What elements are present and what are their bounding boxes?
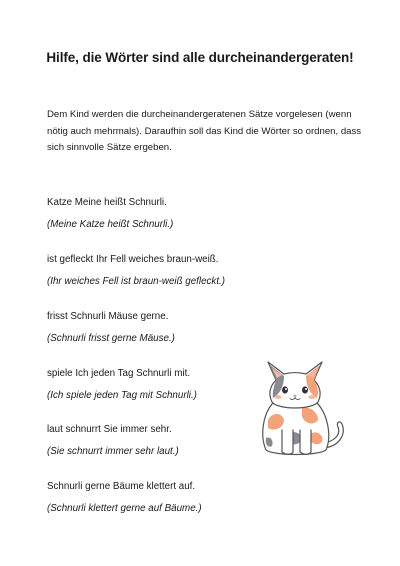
page-title: Hilfe, die Wörter sind alle durcheinandergeraten! [46,50,354,65]
scrambled-sentence: laut schnurrt Sie immer sehr. [47,424,172,435]
exercise-item [47,368,197,401]
solution-sentence: (Ihr weiches Fell ist braun-weiß gefleckt.) [47,276,226,287]
instructions-paragraph: Dem Kind werden die durcheinandergeratenen Sätze vorgelesen (wenn nötig auch mehrmals). Daraufhin soll das Kind die Wörter so ordnen, dass sich sinnvolle Sätze ergeben. [47,109,362,153]
solution-sentence: (Ich spiele jeden Tag mit Schnurli.) [47,390,197,401]
scrambled-sentence: Katze Meine heißt Schnurli. [47,197,167,208]
scrambled-sentence: ist gefleckt Ihr Fell weiches braun-weiß. [47,254,219,265]
exercise-item [47,254,225,287]
solution-sentence: (Schnurli frisst gerne Mäuse.) [47,333,175,344]
solution-sentence: (Schnurli klettert gerne auf Bäume.) [47,503,202,514]
scrambled-sentence: spiele Ich jeden Tag Schnurli mit. [47,368,191,379]
scrambled-sentence: frisst Schnurli Mäuse gerne. [47,311,169,322]
exercise-item [47,197,173,230]
exercise-item [47,481,202,514]
scrambled-sentence: Schnurli gerne Bäume klettert auf. [47,481,196,492]
calico-cat-icon [254,350,349,460]
solution-sentence: (Sie schnurrt immer sehr laut.) [47,446,179,457]
exercise-item [47,424,179,457]
exercise-item [47,311,175,344]
solution-sentence: (Meine Katze heißt Schnurli.) [47,219,174,230]
